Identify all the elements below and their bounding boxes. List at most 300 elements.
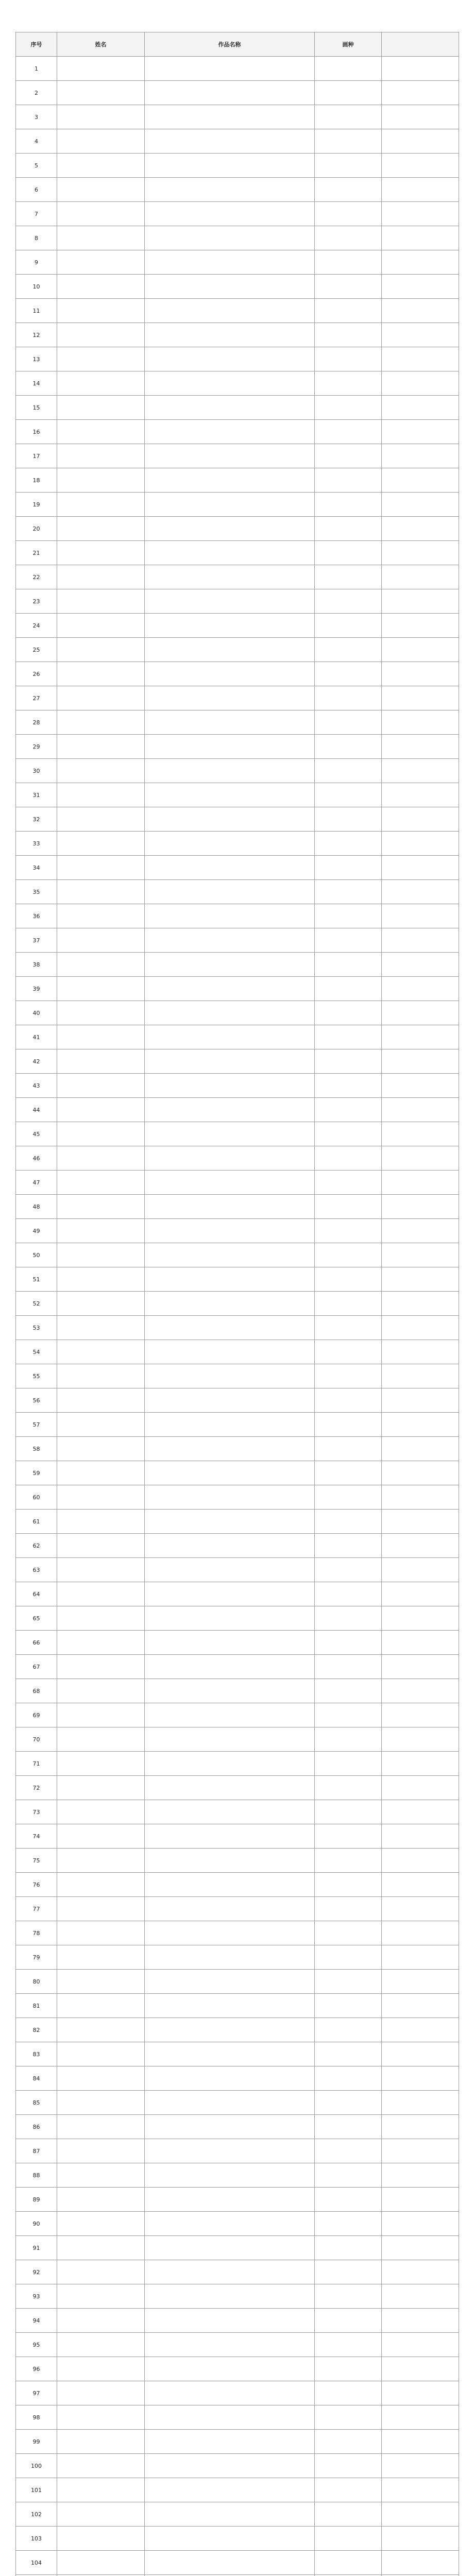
cell-category [315,2478,382,2502]
cell-index: 23 [16,589,57,614]
table-row [16,1703,459,1727]
cell-category [315,1534,382,1558]
table-row [16,2527,459,2551]
table-row [16,1146,459,1171]
cell-index: 89 [16,2188,57,2212]
cell-category [315,371,382,396]
cell-index: 38 [16,953,57,977]
cell-work [145,953,315,977]
cell-category [315,2454,382,2478]
cell-work [145,1679,315,1703]
cell-index: 21 [16,541,57,565]
table-row [16,1219,459,1243]
cell-result [382,1679,459,1703]
cell-category [315,420,382,444]
table-row [16,1945,459,1970]
cell-index: 9 [16,250,57,275]
table-row [16,856,459,880]
cell-name [57,202,145,226]
cell-work [145,2478,315,2502]
cell-index: 62 [16,1534,57,1558]
cell-category [315,1074,382,1098]
cell-work [145,686,315,710]
cell-name [57,1606,145,1631]
table-row [16,2502,459,2527]
cell-name [57,614,145,638]
cell-result [382,1655,459,1679]
cell-work [145,493,315,517]
cell-result [382,1025,459,1049]
cell-result [382,1437,459,1461]
cell-work [145,1461,315,1485]
cell-result [382,1776,459,1800]
cell-result [382,202,459,226]
cell-result [382,565,459,589]
cell-category [315,105,382,129]
cell-name [57,638,145,662]
cell-category [315,250,382,275]
cell-name [57,1873,145,1897]
cell-result [382,2042,459,2066]
cell-name [57,1292,145,1316]
cell-category [315,759,382,783]
cell-index: 84 [16,2066,57,2091]
table-row [16,1994,459,2018]
table-row [16,2309,459,2333]
table-row [16,662,459,686]
table-row [16,444,459,468]
cell-index: 55 [16,1364,57,1388]
cell-name [57,81,145,105]
cell-category [315,2405,382,2430]
cell-index: 94 [16,2309,57,2333]
header-index: 序号 [16,32,57,57]
cell-result [382,2478,459,2502]
cell-work [145,1897,315,1921]
cell-work [145,614,315,638]
cell-result [382,2357,459,2381]
cell-name [57,1267,145,1292]
cell-work [145,2333,315,2357]
cell-work [145,2309,315,2333]
cell-name [57,299,145,323]
cell-result [382,1461,459,1485]
cell-name [57,1413,145,1437]
cell-work [145,2260,315,2284]
cell-index: 20 [16,517,57,541]
cell-name [57,2381,145,2405]
cell-work [145,129,315,154]
cell-result [382,686,459,710]
cell-index: 80 [16,1970,57,1994]
cell-name [57,856,145,880]
cell-category [315,1849,382,1873]
cell-result [382,1122,459,1146]
cell-index: 71 [16,1752,57,1776]
cell-result [382,420,459,444]
cell-name [57,1340,145,1364]
table-row [16,783,459,807]
cell-index: 7 [16,202,57,226]
cell-work [145,1534,315,1558]
cell-result [382,468,459,493]
table-row [16,1267,459,1292]
cell-result [382,662,459,686]
cell-result [382,1800,459,1824]
table-row [16,1824,459,1849]
cell-name [57,1219,145,1243]
cell-index: 102 [16,2502,57,2527]
cell-category [315,323,382,347]
cell-index: 50 [16,1243,57,1267]
cell-work [145,2357,315,2381]
cell-category [315,565,382,589]
header-work: 作品名称 [145,32,315,57]
cell-work [145,2091,315,2115]
header-name: 姓名 [57,32,145,57]
table-row [16,2091,459,2115]
cell-result [382,2381,459,2405]
cell-result [382,1752,459,1776]
cell-name [57,1776,145,1800]
cell-work [145,420,315,444]
table-row [16,638,459,662]
cell-index: 26 [16,662,57,686]
cell-result [382,1606,459,1631]
table-row [16,1171,459,1195]
cell-result [382,1485,459,1510]
cell-result [382,2527,459,2551]
cell-category [315,1364,382,1388]
cell-result [382,1631,459,1655]
cell-name [57,953,145,977]
cell-index: 78 [16,1921,57,1945]
cell-name [57,2042,145,2066]
cell-index: 91 [16,2236,57,2260]
table-row [16,1122,459,1146]
cell-name [57,250,145,275]
cell-work [145,250,315,275]
cell-work [145,1146,315,1171]
cell-name [57,1582,145,1606]
table-row [16,299,459,323]
cell-index: 37 [16,928,57,953]
table-row [16,1388,459,1413]
cell-category [315,226,382,250]
cell-result [382,2454,459,2478]
cell-work [145,1873,315,1897]
cell-index: 11 [16,299,57,323]
cell-name [57,1703,145,1727]
cell-work [145,2163,315,2188]
cell-index: 32 [16,807,57,832]
table-row [16,1485,459,1510]
cell-result [382,1364,459,1388]
cell-index: 67 [16,1655,57,1679]
cell-result [382,2430,459,2454]
table-row [16,2212,459,2236]
cell-index: 46 [16,1146,57,1171]
cell-category [315,807,382,832]
cell-result [382,444,459,468]
cell-name [57,105,145,129]
table-row [16,202,459,226]
table-row [16,1534,459,1558]
cell-work [145,1824,315,1849]
cell-index: 13 [16,347,57,371]
table-row [16,589,459,614]
table-row [16,2260,459,2284]
cell-work [145,1510,315,1534]
cell-category [315,2260,382,2284]
table-row [16,1582,459,1606]
cell-category [315,1461,382,1485]
table-row [16,953,459,977]
cell-result [382,1534,459,1558]
table-row [16,2042,459,2066]
cell-index: 57 [16,1413,57,1437]
cell-index: 101 [16,2478,57,2502]
cell-index: 52 [16,1292,57,1316]
cell-work [145,2430,315,2454]
cell-work [145,1340,315,1364]
cell-index: 4 [16,129,57,154]
cell-name [57,1727,145,1752]
cell-index: 72 [16,1776,57,1800]
table-row [16,1413,459,1437]
cell-index: 17 [16,444,57,468]
document [15,0,459,2576]
cell-result [382,783,459,807]
cell-work [145,638,315,662]
cell-index: 33 [16,832,57,856]
cell-index: 70 [16,1727,57,1752]
cell-result [382,2333,459,2357]
cell-name [57,1752,145,1776]
cell-name [57,1195,145,1219]
cell-index: 39 [16,977,57,1001]
cell-name [57,323,145,347]
cell-index: 40 [16,1001,57,1025]
cell-result [382,807,459,832]
cell-work [145,226,315,250]
table-row [16,614,459,638]
cell-name [57,2430,145,2454]
cell-work [145,1316,315,1340]
cell-category [315,783,382,807]
cell-work [145,759,315,783]
cell-name [57,347,145,371]
cell-work [145,589,315,614]
cell-result [382,880,459,904]
table-row [16,1025,459,1049]
cell-index: 85 [16,2091,57,2115]
table-row [16,226,459,250]
cell-result [382,517,459,541]
table-row [16,1752,459,1776]
cell-category [315,1873,382,1897]
cell-index: 18 [16,468,57,493]
cell-category [315,1582,382,1606]
cell-name [57,468,145,493]
table-row [16,2551,459,2575]
cell-category [315,1122,382,1146]
cell-work [145,1558,315,1582]
cell-result [382,2260,459,2284]
cell-category [315,541,382,565]
cell-work [145,154,315,178]
cell-index: 63 [16,1558,57,1582]
table-row [16,420,459,444]
cell-work [145,1413,315,1437]
cell-name [57,2066,145,2091]
cell-result [382,347,459,371]
cell-category [315,2091,382,2115]
cell-work [145,275,315,299]
cell-index: 2 [16,81,57,105]
cell-category [315,57,382,81]
cell-name [57,2236,145,2260]
cell-category [315,2115,382,2139]
cell-name [57,1824,145,1849]
cell-result [382,2212,459,2236]
cell-result [382,1049,459,1074]
cell-category [315,468,382,493]
cell-index: 103 [16,2527,57,2551]
cell-index: 30 [16,759,57,783]
table-row [16,1921,459,1945]
cell-work [145,2115,315,2139]
cell-name [57,129,145,154]
cell-name [57,686,145,710]
cell-index: 73 [16,1800,57,1824]
cell-name [57,662,145,686]
cell-index: 56 [16,1388,57,1413]
cell-index: 31 [16,783,57,807]
cell-category [315,1727,382,1752]
cell-category [315,1049,382,1074]
cell-name [57,1970,145,1994]
cell-category [315,1146,382,1171]
table-row [16,1970,459,1994]
cell-result [382,275,459,299]
cell-category [315,1001,382,1025]
cell-category [315,1703,382,1727]
table-row [16,2236,459,2260]
cell-work [145,299,315,323]
cell-work [145,1219,315,1243]
cell-result [382,832,459,856]
cell-category [315,1800,382,1824]
cell-result [382,541,459,565]
cell-category [315,1219,382,1243]
cell-work [145,710,315,735]
cell-category [315,1243,382,1267]
header-category: 画种 [315,32,382,57]
cell-result [382,977,459,1001]
cell-name [57,1510,145,1534]
cell-name [57,1001,145,1025]
cell-work [145,1437,315,1461]
cell-index: 22 [16,565,57,589]
cell-result [382,1873,459,1897]
cell-index: 95 [16,2333,57,2357]
cell-category [315,662,382,686]
cell-work [145,2139,315,2163]
cell-name [57,1364,145,1388]
cell-result [382,105,459,129]
cell-work [145,1074,315,1098]
table-row [16,1049,459,1074]
cell-index: 82 [16,2018,57,2042]
cell-category [315,2357,382,2381]
cell-index: 90 [16,2212,57,2236]
cell-name [57,420,145,444]
cell-category [315,1824,382,1849]
table-row [16,1800,459,1824]
table-row [16,1897,459,1921]
cell-category [315,347,382,371]
cell-work [145,662,315,686]
table-row [16,710,459,735]
cell-category [315,710,382,735]
table-row [16,250,459,275]
cell-work [145,396,315,420]
cell-index: 8 [16,226,57,250]
cell-name [57,1655,145,1679]
cell-index: 45 [16,1122,57,1146]
table-row [16,468,459,493]
cell-category [315,832,382,856]
cell-name [57,2405,145,2430]
table-row [16,1873,459,1897]
cell-work [145,565,315,589]
table-row [16,2333,459,2357]
cell-work [145,444,315,468]
cell-index: 60 [16,1485,57,1510]
cell-name [57,1631,145,1655]
cell-result [382,2188,459,2212]
cell-result [382,856,459,880]
cell-category [315,299,382,323]
header-result [382,32,459,57]
cell-index: 5 [16,154,57,178]
cell-name [57,275,145,299]
cell-work [145,81,315,105]
cell-index: 29 [16,735,57,759]
cell-index: 54 [16,1340,57,1364]
cell-work [145,2551,315,2575]
table-row [16,1510,459,1534]
cell-index: 81 [16,1994,57,2018]
cell-category [315,1970,382,1994]
cell-work [145,2188,315,2212]
cell-category [315,1897,382,1921]
cell-result [382,2115,459,2139]
cell-category [315,178,382,202]
cell-name [57,2163,145,2188]
cell-name [57,904,145,928]
cell-result [382,1510,459,1534]
cell-result [382,1582,459,1606]
cell-work [145,1388,315,1413]
cell-result [382,1413,459,1437]
table-row [16,275,459,299]
cell-name [57,226,145,250]
table-body [16,57,459,2576]
cell-name [57,1146,145,1171]
cell-index: 15 [16,396,57,420]
